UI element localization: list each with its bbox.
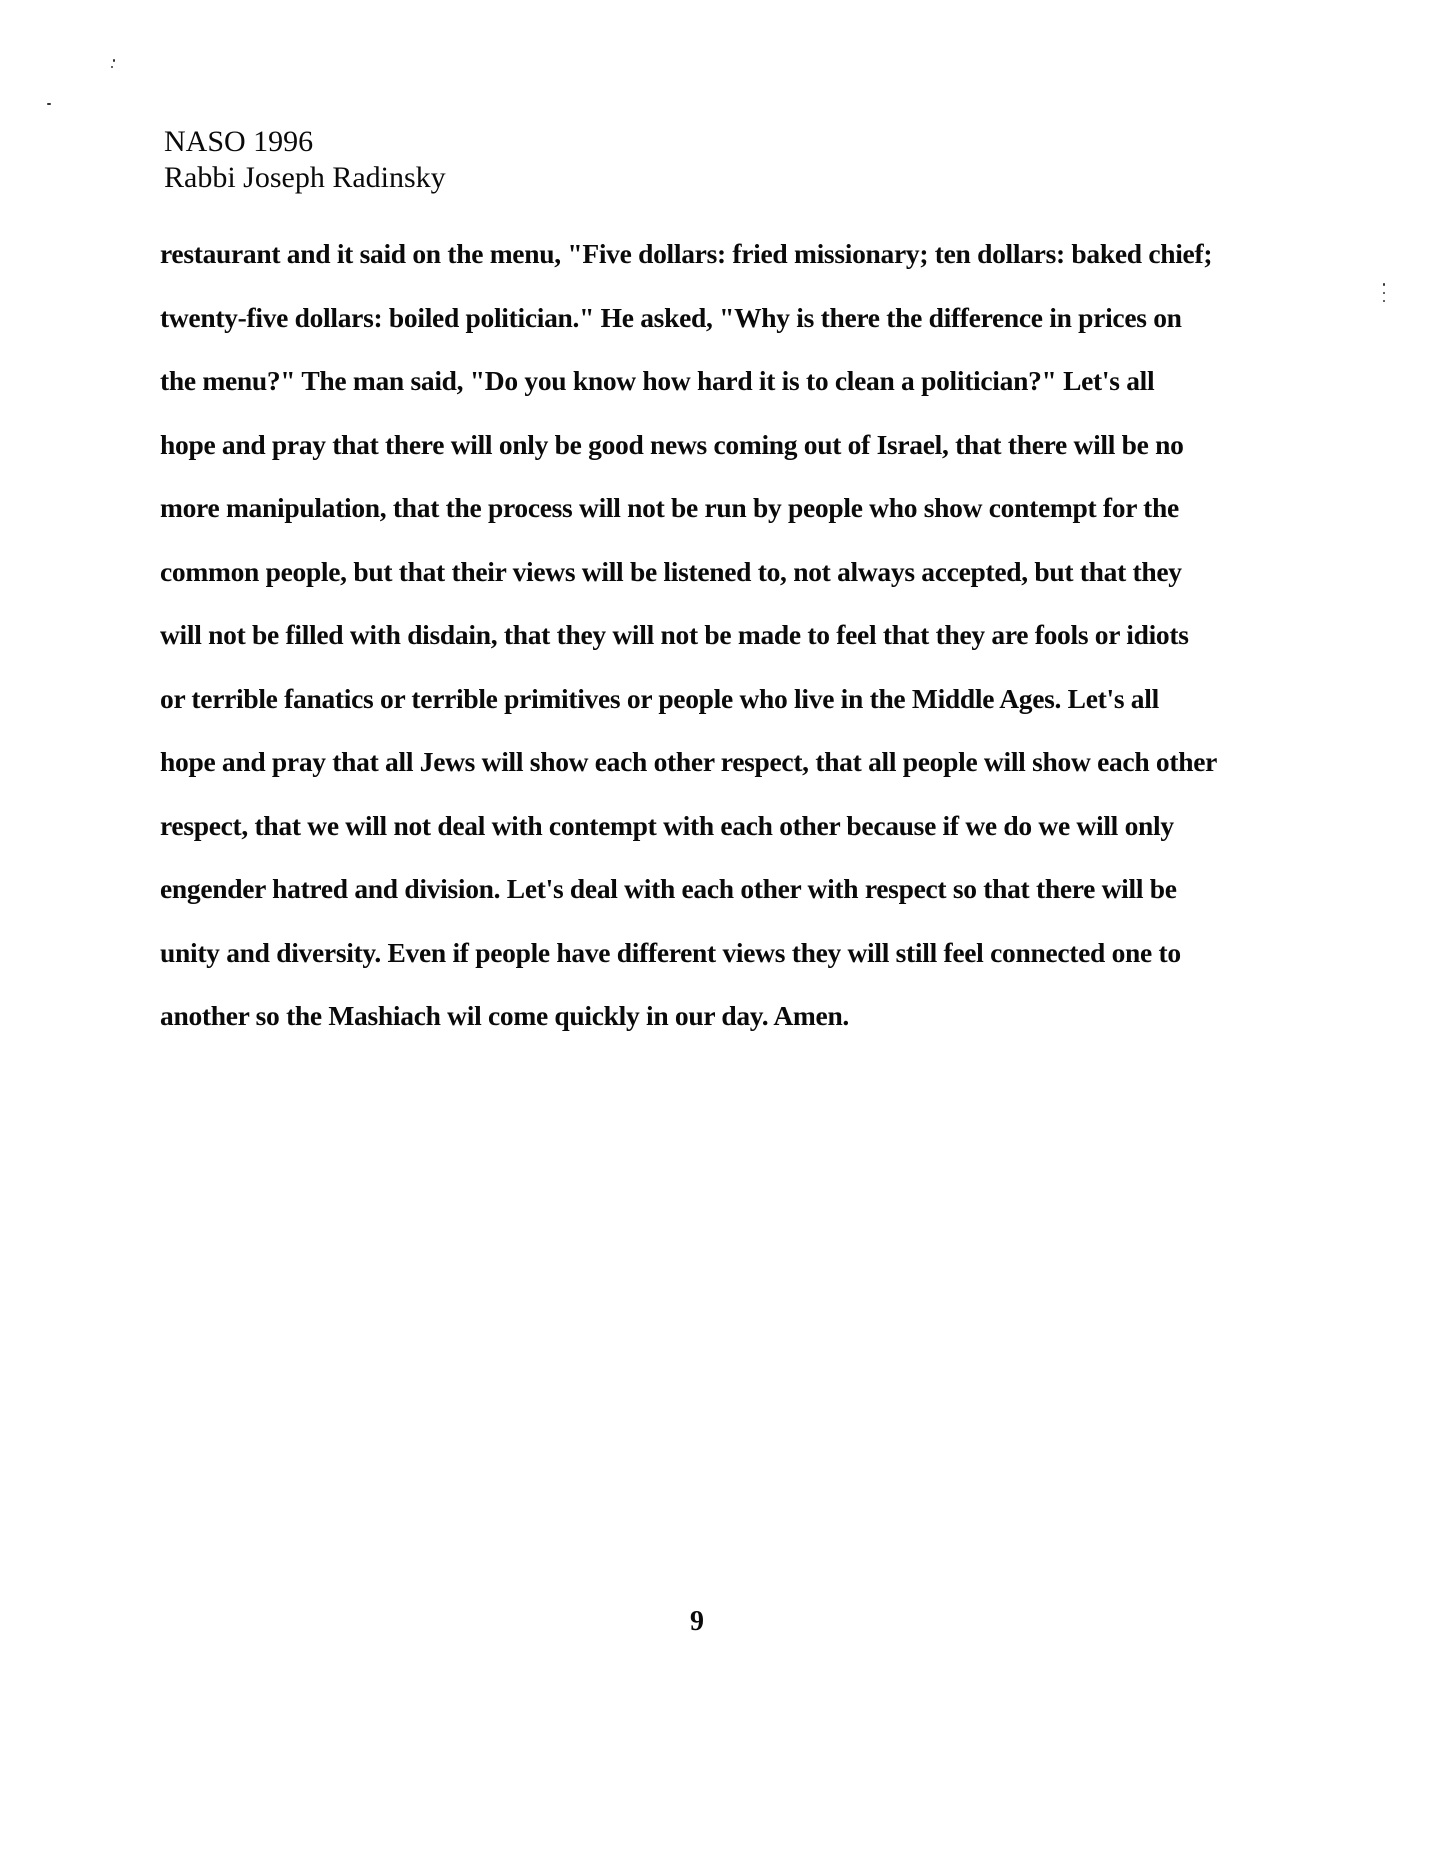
document-header	[164, 124, 446, 196]
page-number: 9	[690, 1606, 704, 1637]
text-line: another so the Mashiach wil come quickly in our day. Amen.	[160, 1000, 850, 1031]
scan-speck	[1383, 283, 1385, 286]
text-line: or terrible fanatics or terrible primitives or people who live in the Middle Ages. Let's all	[160, 682, 1159, 714]
text-line: common people, but that their views will be listened to, not always accepted, but that they	[160, 555, 1182, 587]
scan-speck	[113, 59, 115, 62]
document-title: NASO 1996	[164, 125, 314, 158]
scan-speck	[1383, 292, 1385, 294]
document-author: Rabbi Joseph Radinsky	[164, 161, 446, 194]
text-line: respect, that we will not deal with contempt with each other because if we do we will only	[160, 809, 1174, 841]
scan-speck	[111, 66, 113, 68]
scan-speck	[1383, 300, 1385, 302]
text-line: twenty-five dollars: boiled politician." He asked, "Why is there the difference in prices on	[160, 301, 1182, 333]
text-line: will not be filled with disdain, that they will not be made to feel that they are fools or idiots	[160, 619, 1189, 650]
text-line: the menu?" The man said, "Do you know how hard it is to clean a politician?" Let's all	[160, 365, 1155, 396]
text-line: unity and diversity. Even if people have different views they will still feel connected one to	[160, 936, 1181, 968]
text-line: restaurant and it said on the menu, "Five dollars: fried missionary; ten dollars: baked chief;	[160, 238, 1213, 269]
text-line: engender hatred and division. Let's deal with each other with respect so that there will be	[160, 873, 1177, 904]
text-line: more manipulation, that the process will not be run by people who show contempt for the	[160, 492, 1179, 523]
scan-speck	[47, 103, 51, 105]
body-paragraph	[160, 222, 1280, 1048]
text-line: hope and pray that there will only be good news coming out of Israel, that there will be no	[160, 428, 1184, 460]
text-line: hope and pray that all Jews will show each other respect, that all people will show each other	[160, 746, 1218, 777]
